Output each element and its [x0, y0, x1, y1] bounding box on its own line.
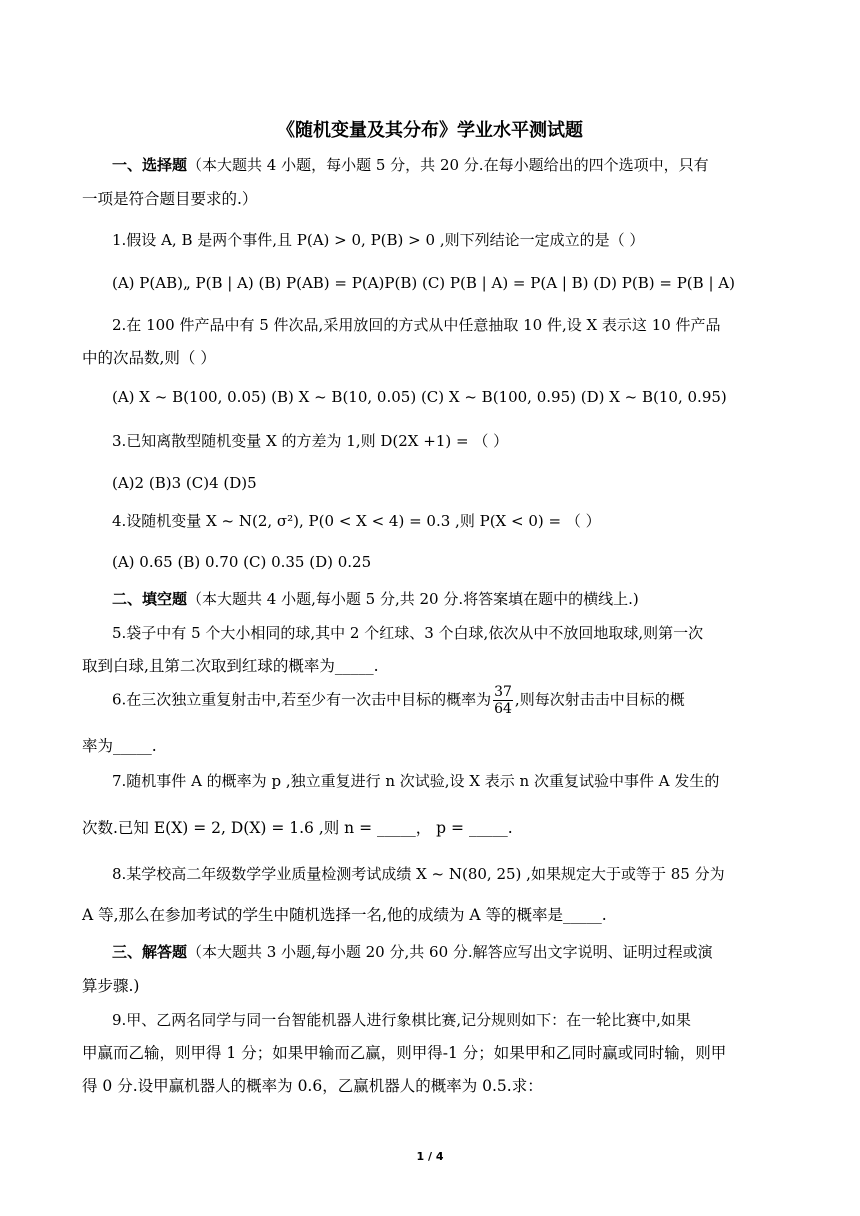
question-7-line-2: 次数.已知 E(X) = 2, D(X) = 1.6 ,则 n = _____， p = _____.	[82, 819, 513, 837]
question-1-options: (A) P(AB)„ P(B | A) (B) P(AB) = P(A)P(B) (C) P(B | A) = P(A | B) (D) P(B) = P(B | A)	[112, 274, 735, 292]
question-8-line-2: A 等,那么在参加考试的学生中随机选择一名,他的成绩为 A 等的概率是_____.	[82, 906, 607, 924]
section-3-header	[112, 940, 812, 964]
fraction	[493, 684, 513, 717]
section-1-header	[112, 153, 812, 177]
question-2-stem: 2.在 100 件产品中有 5 件次品,采用放回的方式从中任意抽取 10 件,设 X 表示这 10 件产品	[112, 316, 721, 334]
question-7-line-1: 7.随机事件 A 的概率为 p ,独立重复进行 n 次试验,设 X 表示 n 次重复试验中事件 A 发生的	[112, 772, 720, 790]
question-3-options: (A)2 (B)3 (C)4 (D)5	[112, 474, 257, 492]
question-5-line-1: 5.袋子中有 5 个大小相同的球,其中 2 个红球、3 个白球,依次从中不放回地取球,则第一次	[112, 624, 704, 642]
question-6-text-pre: 6.在三次独立重复射击中,若至少有一次击中目标的概率为	[112, 690, 492, 709]
question-6-text-post: ,则每次射击击中目标的概	[514, 690, 685, 709]
question-6-line-1	[112, 684, 812, 717]
question-4-stem: 4.设随机变量 X ~ N(2, σ²), P(0 < X < 4) = 0.3 ,则 P(X < 0) = （ ）	[112, 512, 601, 530]
fraction-denominator: 64	[494, 701, 512, 717]
question-4-options: (A) 0.65 (B) 0.70 (C) 0.35 (D) 0.25	[112, 553, 372, 571]
section-2-note: （本大题共 4 小题,每小题 5 分,共 20 分.将答案填在题中的横线上.)	[187, 590, 639, 608]
section-1-note-cont: 一项是符合题目要求的.）	[82, 190, 258, 208]
section-3-note: （本大题共 3 小题,每小题 20 分,共 60 分.解答应写出文字说明、证明过程或演	[187, 943, 713, 961]
fraction-numerator: 37	[494, 684, 512, 700]
question-8-line-1: 8.某学校高二年级数学学业质量检测考试成绩 X ~ N(80, 25) ,如果规定大于或等于 85 分为	[112, 865, 725, 883]
question-6-line-2: 率为_____.	[82, 737, 157, 755]
section-3-heading: 三、解答题	[112, 943, 188, 961]
question-3-stem: 3.已知离散型随机变量 X 的方差为 1,则 D(2X +1) = （ ）	[112, 432, 509, 450]
question-9-line-2: 甲赢而乙输，则甲得 1 分；如果甲输而乙赢，则甲得-1 分；如果甲和乙同时赢或同时输，则甲	[82, 1044, 727, 1062]
question-2-stem-cont: 中的次品数,则（ ）	[82, 349, 216, 367]
question-9-line-3: 得 0 分.设甲赢机器人的概率为 0.6，乙赢机器人的概率为 0.5.求：	[82, 1077, 543, 1095]
page-number: 1 / 4	[416, 1150, 444, 1163]
question-1-stem: 1.假设 A, B 是两个事件,且 P(A) > 0, P(B) > 0 ,则下列结论一定成立的是（ ）	[112, 231, 645, 249]
question-9-line-1: 9.甲、乙两名同学与同一台智能机器人进行象棋比赛,记分规则如下：在一轮比赛中,如果	[112, 1011, 691, 1029]
page-title: 《随机变量及其分布》学业水平测试题	[277, 120, 583, 141]
question-2-options: (A) X ~ B(100, 0.05) (B) X ~ B(10, 0.05) (C) X ~ B(100, 0.95) (D) X ~ B(10, 0.95)	[112, 388, 727, 406]
question-5-line-2: 取到白球,且第二次取到红球的概率为_____.	[82, 657, 379, 675]
section-2-heading: 二、填空题	[112, 590, 188, 608]
section-3-note-cont: 算步骤.)	[82, 977, 140, 995]
section-1-note: （本大题共 4 小题，每小题 5 分，共 20 分.在每小题给出的四个选项中，只有	[187, 156, 709, 174]
section-1-heading: 一、选择题	[112, 156, 188, 174]
section-2-header	[112, 587, 812, 611]
